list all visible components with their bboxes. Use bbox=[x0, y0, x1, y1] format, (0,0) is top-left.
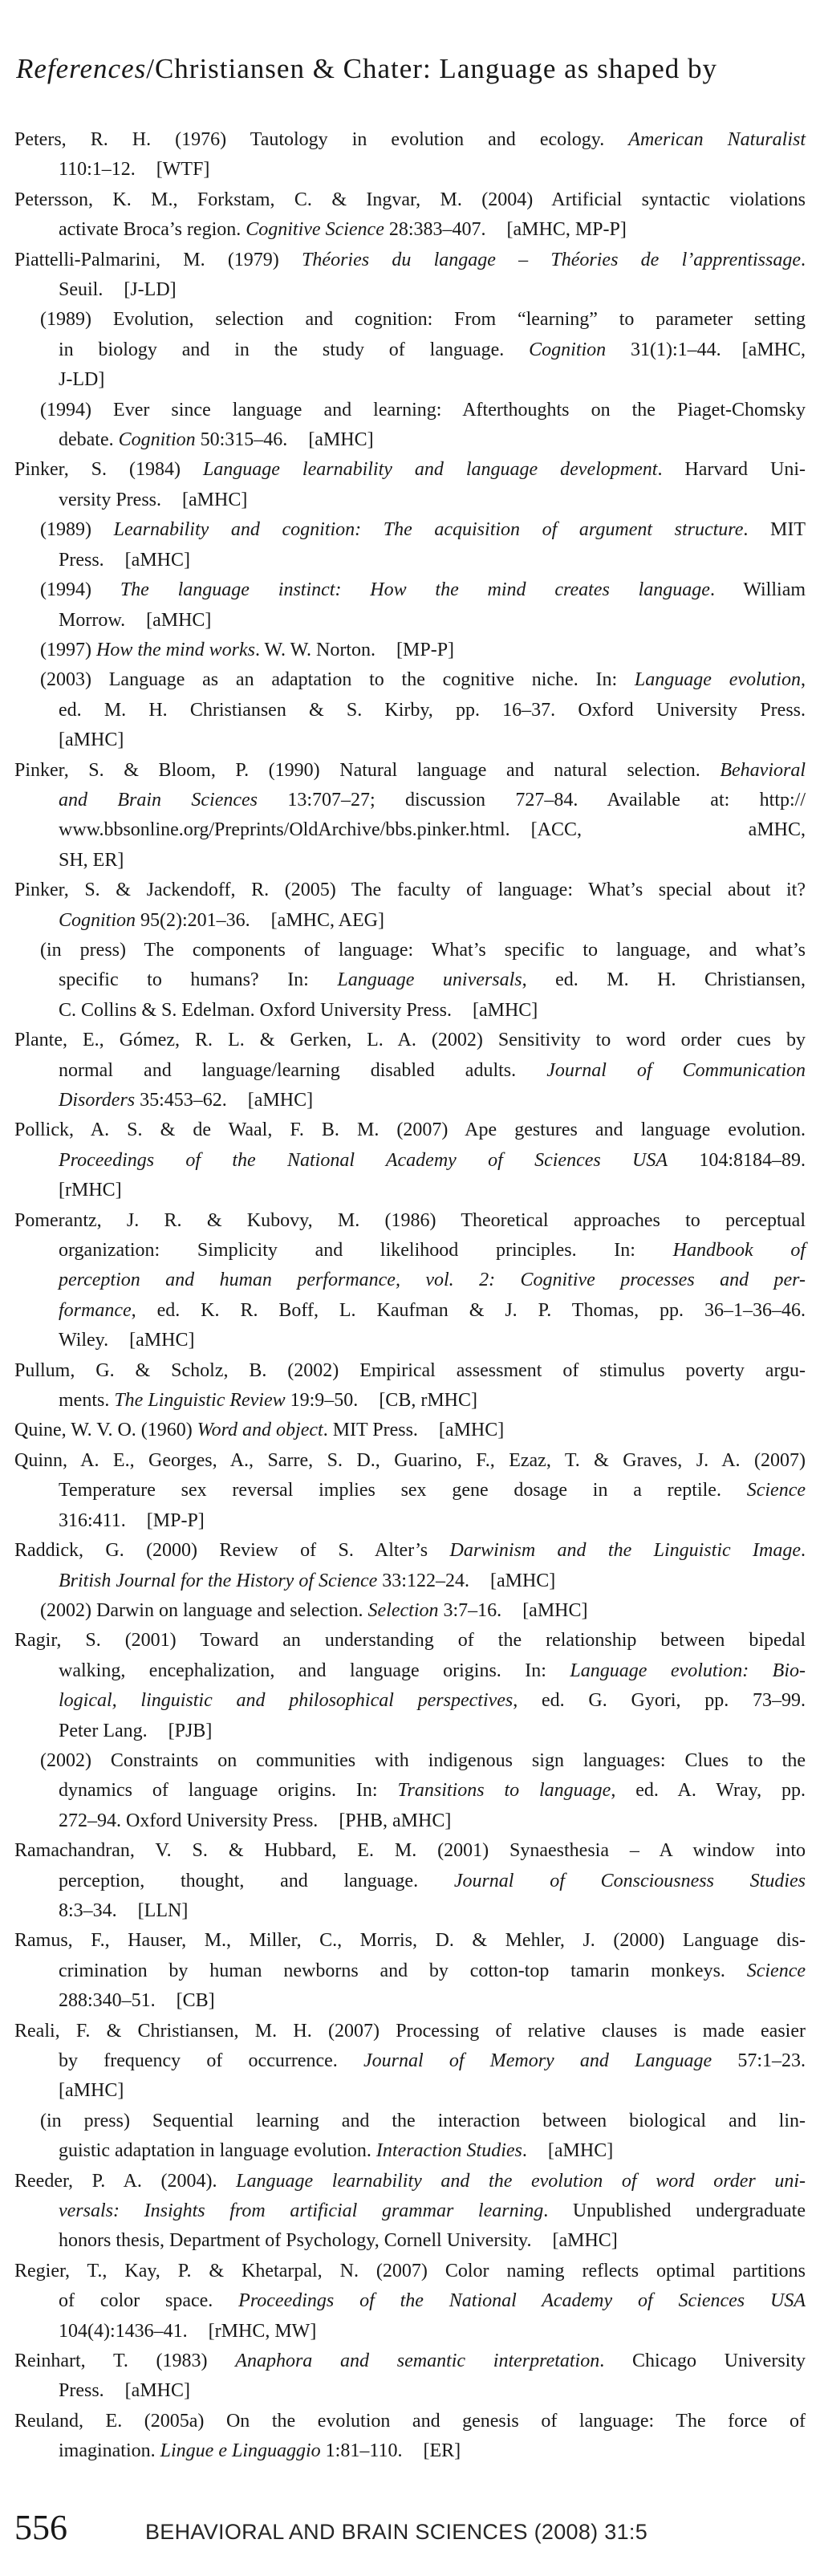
reference-first-line bbox=[40, 2107, 806, 2136]
commentator-tag: [CB, rMHC] bbox=[379, 1390, 477, 1412]
reference-line bbox=[59, 1326, 806, 1355]
commentator-tag: [aMHC] bbox=[472, 999, 538, 1021]
italic-segment: The language instinct: How the mind creates language bbox=[120, 579, 710, 601]
text-segment: Morrow. bbox=[59, 609, 126, 631]
reference-first-line bbox=[40, 1746, 806, 1776]
text-segment: Wiley. bbox=[59, 1330, 109, 1351]
text-segment: 95(2):201–36. bbox=[136, 909, 250, 931]
text-segment: 28:383–407. bbox=[384, 219, 486, 241]
reference-line bbox=[59, 1566, 806, 1596]
reference-first-line bbox=[14, 2257, 806, 2286]
text-segment: crimination by human newborns and by cotton-top tamarin monkeys. bbox=[59, 1960, 747, 1981]
reference-first-line bbox=[14, 2346, 806, 2376]
italic-segment: Journal of Communication bbox=[546, 1059, 806, 1081]
text-segment: Raddick, G. (2000) Review of S. Alter’s bbox=[14, 1540, 450, 1562]
text-segment: specific to humans? In: bbox=[59, 969, 338, 991]
reference-entry bbox=[14, 1626, 806, 1746]
italic-segment: Disorders bbox=[59, 1090, 136, 1111]
text-segment: Seuil. bbox=[59, 279, 104, 301]
text-segment: (1994) Ever since language and learning: Afterthoughts on the Piaget-Chomsky bbox=[40, 399, 806, 421]
commentator-tag: [aMHC] bbox=[552, 2230, 618, 2252]
reference-entry bbox=[40, 2107, 806, 2167]
italic-segment: Cognition bbox=[529, 339, 607, 360]
commentator-tag: [LLN] bbox=[137, 1899, 189, 1921]
text-segment: imagination. bbox=[59, 2440, 160, 2462]
text-segment: Pollick, A. S. & de Waal, F. B. M. (2007) Ape gestures and language evolution. bbox=[14, 1119, 806, 1141]
italic-segment: Selection bbox=[367, 1599, 439, 1621]
text-segment: , ed. G. Gyori, pp. 73–99. bbox=[513, 1690, 806, 1712]
reference-line bbox=[59, 606, 806, 636]
italic-segment: Science bbox=[746, 1960, 806, 1981]
reference-line bbox=[59, 1896, 806, 1926]
reference-line bbox=[59, 2436, 806, 2466]
text-segment: . Chicago University bbox=[599, 2350, 806, 2372]
reference-line bbox=[59, 155, 806, 185]
text-segment: Piattelli-Palmarini, M. (1979) bbox=[14, 249, 302, 270]
reference-line bbox=[59, 1236, 806, 1266]
commentator-tag: [aMHC] bbox=[59, 729, 124, 751]
reference-first-line bbox=[14, 1206, 806, 1236]
reference-line bbox=[59, 1146, 806, 1176]
text-segment: Petersson, K. M., Forkstam, C. & Ingvar, M. (2004) Artificial syntactic violations bbox=[14, 189, 806, 210]
italic-segment: Darwinism and the Linguistic Image bbox=[449, 1540, 801, 1562]
reference-entry bbox=[14, 1446, 806, 1536]
text-segment: Ramus, F., Hauser, M., Miller, C., Morris, D. & Mehler, J. (2000) Language dis- bbox=[14, 1930, 806, 1952]
italic-segment: Science bbox=[746, 1480, 806, 1501]
reference-line bbox=[59, 2317, 806, 2346]
text-segment: 33:122–24. bbox=[377, 1570, 469, 1591]
text-segment: . bbox=[801, 1540, 806, 1562]
text-segment: , ed. A. Wray, pp. bbox=[611, 1780, 806, 1802]
italic-segment: Cognitive Science bbox=[246, 219, 384, 241]
text-segment: 104(4):1436–41. bbox=[59, 2320, 188, 2342]
italic-segment: versals: Insights from artificial grammar learning bbox=[59, 2200, 544, 2222]
text-segment: 19:9–50. bbox=[285, 1390, 359, 1412]
commentator-tag: [aMHC] bbox=[522, 1599, 588, 1621]
reference-first-line bbox=[14, 756, 806, 786]
reference-first-line bbox=[14, 125, 806, 155]
text-segment: Press. bbox=[59, 549, 104, 571]
reference-line bbox=[59, 425, 806, 455]
reference-line bbox=[59, 1266, 806, 1295]
text-segment: (1997) bbox=[40, 639, 96, 660]
text-segment: Pomerantz, J. R. & Kubovy, M. (1986) Theoretical approaches to perceptual bbox=[14, 1209, 806, 1231]
commentator-tag: [aMHC] bbox=[247, 1090, 314, 1111]
text-segment: organization: Simplicity and likelihood principles. In: bbox=[59, 1240, 673, 1262]
text-segment: C. Collins & S. Edelman. Oxford University Press. bbox=[59, 999, 452, 1021]
italic-segment: Proceedings of the National Academy of Sciences USA bbox=[59, 1149, 668, 1171]
text-segment: Pullum, G. & Scholz, B. (2002) Empirical assessment of stimulus poverty argu- bbox=[14, 1359, 806, 1381]
commentator-tag: [J-LD] bbox=[124, 279, 177, 301]
reference-first-line bbox=[14, 1626, 806, 1656]
reference-first-line bbox=[14, 246, 806, 275]
text-segment: dynamics of language origins. In: bbox=[59, 1780, 398, 1802]
text-segment: . Harvard Uni- bbox=[657, 459, 806, 481]
reference-line bbox=[59, 215, 806, 245]
reference-entry bbox=[40, 1746, 806, 1836]
text-segment: (2002) Constraints on communities with indigenous sign languages: Clues to the bbox=[40, 1749, 806, 1771]
running-head-section: References bbox=[16, 53, 147, 84]
text-segment: of color space. bbox=[59, 2290, 239, 2312]
text-segment: . bbox=[801, 249, 806, 270]
commentator-tag: [aMHC] bbox=[547, 2140, 614, 2162]
italic-segment: Language universals bbox=[337, 969, 522, 991]
text-segment: (in press) The components of language: What’s specific to language, and what’s bbox=[40, 939, 806, 961]
reference-line bbox=[59, 1056, 806, 1086]
reference-line bbox=[59, 906, 806, 936]
italic-segment: and Brain Sciences bbox=[59, 789, 258, 811]
text-segment: , ed. K. R. Boff, L. Kaufman & J. P. Thomas, pp. 36–1–36–46. bbox=[131, 1299, 806, 1321]
reference-line bbox=[59, 2196, 806, 2226]
commentator-tag: [ACC, aMHC, bbox=[530, 819, 806, 841]
italic-segment: Cognition bbox=[118, 429, 196, 451]
italic-segment: Word and object bbox=[197, 1420, 323, 1441]
running-head-title: /Christiansen & Chater: Language as shaped by bbox=[146, 53, 718, 84]
reference-first-line bbox=[40, 665, 806, 695]
commentator-tag: [aMHC, AEG] bbox=[270, 909, 384, 931]
reference-entry bbox=[40, 575, 806, 636]
reference-line bbox=[59, 1986, 806, 2016]
commentator-tag: [aMHC] bbox=[182, 489, 248, 510]
reference-line bbox=[59, 546, 806, 575]
text-segment: . bbox=[522, 2140, 527, 2162]
text-segment: . MIT Press. bbox=[323, 1420, 418, 1441]
reference-line bbox=[59, 1656, 806, 1686]
text-segment: (1989) bbox=[40, 519, 114, 541]
reference-first-line bbox=[14, 1356, 806, 1386]
text-segment: . Unpublished undergraduate bbox=[543, 2200, 806, 2222]
italic-segment: Anaphora and semantic interpretation bbox=[235, 2350, 600, 2372]
reference-line bbox=[59, 1717, 806, 1746]
italic-segment: Proceedings of the National Academy of Sciences USA bbox=[238, 2290, 806, 2312]
text-segment: , bbox=[801, 669, 806, 691]
reference-entry bbox=[14, 876, 806, 936]
reference-line bbox=[59, 2076, 806, 2106]
text-segment: www.bbsonline.org/Preprints/OldArchive/bbs.pinker.html. bbox=[59, 819, 510, 841]
reference-line bbox=[59, 1386, 806, 1416]
reference-line bbox=[59, 2286, 806, 2316]
text-segment: Pinker, S. & Bloom, P. (1990) Natural language and natural selection. bbox=[14, 759, 721, 781]
commentator-tag: [aMHC] bbox=[489, 1570, 556, 1591]
reference-first-line bbox=[14, 1446, 806, 1476]
reference-first-line bbox=[14, 1026, 806, 1055]
text-segment: by frequency of occurrence. bbox=[59, 2050, 363, 2071]
reference-line bbox=[59, 486, 806, 515]
reference-line bbox=[59, 2226, 806, 2256]
text-segment: honors thesis, Department of Psychology, Cornell University. bbox=[59, 2230, 532, 2252]
reference-line bbox=[59, 1176, 806, 1205]
commentator-tag: [aMHC, bbox=[741, 339, 806, 360]
reference-entry bbox=[40, 936, 806, 1026]
italic-segment: Cognition bbox=[59, 909, 136, 931]
journal-line: BEHAVIORAL AND BRAIN SCIENCES (2008) 31:5 bbox=[145, 2520, 648, 2544]
reference-first-line bbox=[40, 396, 806, 425]
reference-line bbox=[59, 846, 806, 876]
reference-entry bbox=[40, 665, 806, 755]
reference-first-line bbox=[14, 455, 806, 485]
reference-line bbox=[59, 1867, 806, 1896]
reference-line bbox=[59, 725, 806, 755]
italic-segment: Behavioral bbox=[720, 759, 806, 781]
text-segment: , ed. M. H. Christiansen, bbox=[522, 969, 806, 991]
italic-segment: How the mind works bbox=[95, 639, 255, 660]
reference-line bbox=[59, 1296, 806, 1326]
text-segment: 1:81–110. bbox=[320, 2440, 403, 2462]
italic-segment: Journal of Consciousness Studies bbox=[453, 1870, 806, 1891]
text-segment: perception, thought, and language. bbox=[59, 1870, 454, 1891]
reference-entry bbox=[40, 1596, 806, 1626]
text-segment: activate Broca’s region. bbox=[59, 219, 246, 241]
reference-line bbox=[59, 2376, 806, 2406]
text-segment: Regier, T., Kay, P. & Khetarpal, N. (2007) Color naming reflects optimal partitions bbox=[14, 2260, 806, 2281]
italic-segment: Interaction Studies bbox=[375, 2140, 522, 2162]
text-segment: 316:411. bbox=[59, 1509, 126, 1531]
italic-segment: Théories du langage – Théories de l’apprentissage bbox=[302, 249, 801, 270]
reference-entry bbox=[14, 2346, 806, 2407]
reference-entry bbox=[40, 515, 806, 575]
reference-first-line bbox=[14, 2407, 806, 2436]
commentator-tag: [aMHC] bbox=[124, 2380, 190, 2402]
reference-first-line bbox=[14, 1926, 806, 1956]
reference-line bbox=[59, 786, 806, 815]
text-segment: Plante, E., Gómez, R. L. & Gerken, L. A. (2002) Sensitivity to word order cues by bbox=[14, 1030, 806, 1051]
reference-entry bbox=[14, 2017, 806, 2107]
reference-first-line bbox=[40, 936, 806, 965]
text-segment: Press. bbox=[59, 2380, 104, 2402]
text-segment: (2002) Darwin on language and selection. bbox=[40, 1599, 368, 1621]
text-segment: 57:1–23. bbox=[712, 2050, 806, 2071]
reference-first-line bbox=[40, 1596, 806, 1626]
reference-line bbox=[59, 1476, 806, 1505]
text-segment: Temperature sex reversal implies sex gene dosage in a reptile. bbox=[59, 1480, 747, 1501]
reference-first-line bbox=[14, 185, 806, 215]
text-segment: ments. bbox=[59, 1390, 115, 1412]
text-segment: 288:340–51. bbox=[59, 1990, 156, 2012]
commentator-tag: [aMHC] bbox=[124, 549, 190, 571]
italic-segment: British Journal for the History of Science bbox=[59, 1570, 378, 1591]
italic-segment: American Naturalist bbox=[628, 129, 806, 150]
reference-first-line bbox=[14, 1416, 806, 1445]
reference-entry bbox=[40, 636, 806, 665]
italic-segment: formance bbox=[59, 1299, 132, 1321]
reference-entry bbox=[14, 1836, 806, 1926]
reference-first-line bbox=[40, 636, 806, 665]
text-segment: J-LD] bbox=[59, 369, 105, 391]
reference-entry bbox=[14, 2167, 806, 2257]
reference-entry bbox=[14, 1026, 806, 1115]
reference-entry bbox=[14, 1536, 806, 1596]
reference-line bbox=[59, 1506, 806, 1536]
reference-line bbox=[59, 275, 806, 305]
reference-entry bbox=[14, 2257, 806, 2346]
reference-first-line bbox=[14, 2167, 806, 2196]
reference-entry bbox=[14, 756, 806, 876]
reference-line bbox=[59, 965, 806, 995]
italic-segment: logical, linguistic and philosophical perspectives bbox=[59, 1690, 514, 1712]
commentator-tag: [aMHC] bbox=[308, 429, 374, 451]
text-segment: Peter Lang. bbox=[59, 1720, 148, 1741]
reference-line bbox=[59, 1086, 806, 1115]
reference-line bbox=[59, 696, 806, 725]
commentator-tag: [PHB, aMHC] bbox=[339, 1810, 452, 1831]
reference-entry bbox=[14, 1356, 806, 1416]
text-segment: . William bbox=[709, 579, 806, 601]
reference-entry bbox=[14, 455, 806, 515]
text-segment: Ramachandran, V. S. & Hubbard, E. M. (2001) Synaesthesia – A window into bbox=[14, 1840, 806, 1862]
italic-segment: Language evolution: Bio- bbox=[570, 1660, 806, 1681]
reference-first-line bbox=[40, 305, 806, 335]
text-segment: Reali, F. & Christiansen, M. H. (2007) Processing of relative clauses is made easier bbox=[14, 2020, 806, 2042]
text-segment: Quinn, A. E., Georges, A., Sarre, S. D., Guarino, F., Ezaz, T. & Graves, J. A. (2007) bbox=[14, 1449, 806, 1471]
commentator-tag: [CB] bbox=[176, 1990, 215, 2012]
commentator-tag: [aMHC] bbox=[59, 2080, 124, 2102]
text-segment: Pinker, S. & Jackendoff, R. (2005) The faculty of language: What’s special about it? bbox=[14, 880, 806, 901]
text-segment: Reeder, P. A. (2004). bbox=[14, 2170, 237, 2192]
text-segment: normal and language/learning disabled adults. bbox=[59, 1059, 547, 1081]
text-segment: (in press) Sequential learning and the interaction between biological and lin- bbox=[40, 2110, 806, 2131]
commentator-tag: [PJB] bbox=[168, 1720, 213, 1741]
reference-line bbox=[59, 335, 806, 365]
commentator-tag: [WTF] bbox=[156, 159, 210, 181]
reference-entry bbox=[14, 1115, 806, 1205]
commentator-tag: [rMHC, MW] bbox=[208, 2320, 317, 2342]
text-segment: walking, encephalization, and language origins. In: bbox=[59, 1660, 570, 1681]
text-segment: SH, ER] bbox=[59, 849, 124, 871]
reference-line bbox=[59, 2136, 806, 2166]
commentator-tag: [rMHC] bbox=[59, 1180, 122, 1201]
commentator-tag: [MP-P] bbox=[146, 1509, 205, 1531]
italic-segment: Language evolution bbox=[634, 669, 802, 691]
text-segment: 272–94. Oxford University Press. bbox=[59, 1810, 319, 1831]
text-segment: Pinker, S. (1984) bbox=[14, 459, 203, 481]
reference-line bbox=[59, 2046, 806, 2076]
reference-entry bbox=[14, 125, 806, 185]
reference-entry bbox=[14, 2407, 806, 2467]
italic-segment: Transitions to language bbox=[397, 1780, 611, 1802]
reference-line bbox=[59, 815, 806, 845]
reference-first-line bbox=[40, 515, 806, 545]
commentator-tag: [aMHC, MP-P] bbox=[506, 219, 627, 241]
reference-line bbox=[59, 1956, 806, 1986]
italic-segment: The Linguistic Review bbox=[114, 1390, 286, 1412]
text-segment: in biology and in the study of language. bbox=[59, 339, 530, 360]
text-segment: 50:315–46. bbox=[195, 429, 288, 451]
text-segment: Reinhart, T. (1983) bbox=[14, 2350, 236, 2372]
running-head bbox=[16, 53, 820, 85]
reference-list bbox=[0, 125, 820, 2467]
commentator-tag: [MP-P] bbox=[396, 639, 455, 660]
text-segment: (1989) Evolution, selection and cognition: From “learning” to parameter setting bbox=[40, 309, 806, 331]
italic-segment: Language learnability and language development bbox=[202, 459, 658, 481]
reference-line bbox=[59, 996, 806, 1026]
text-segment: 35:453–62. bbox=[135, 1090, 227, 1111]
reference-entry bbox=[40, 305, 806, 395]
text-segment: 13:707–27; discussion 727–84. Available at: http:// bbox=[258, 789, 806, 811]
text-segment: . MIT bbox=[743, 519, 806, 541]
reference-first-line bbox=[14, 2017, 806, 2046]
text-segment: Peters, R. H. (1976) Tautology in evolution and ecology. bbox=[14, 129, 629, 150]
reference-entry bbox=[14, 1926, 806, 2016]
text-segment: Quine, W. V. O. (1960) bbox=[14, 1420, 197, 1441]
page-number: 556 bbox=[14, 2508, 67, 2547]
commentator-tag: [aMHC] bbox=[129, 1330, 195, 1351]
text-segment: (2003) Language as an adaptation to the cognitive niche. In: bbox=[40, 669, 635, 691]
text-segment: (1994) bbox=[40, 579, 120, 601]
italic-segment: perception and human performance, vol. 2: Cognitive processes and per- bbox=[59, 1270, 806, 1291]
text-segment: Ragir, S. (2001) Toward an understanding of the relationship between bipedal bbox=[14, 1630, 806, 1652]
text-segment: 8:3–34. bbox=[59, 1899, 117, 1921]
commentator-tag: [ER] bbox=[423, 2440, 461, 2462]
reference-first-line bbox=[14, 1836, 806, 1866]
text-segment: 3:7–16. bbox=[438, 1599, 502, 1621]
reference-entry bbox=[14, 1416, 806, 1445]
text-segment: 110:1–12. bbox=[59, 159, 136, 181]
reference-first-line bbox=[14, 876, 806, 905]
reference-line bbox=[59, 1806, 806, 1836]
text-segment: ed. M. H. Christiansen & S. Kirby, pp. 16–37. Oxford University Press. bbox=[59, 699, 806, 721]
commentator-tag: [aMHC] bbox=[146, 609, 212, 631]
text-segment: guistic adaptation in language evolution. bbox=[59, 2140, 376, 2162]
reference-entry bbox=[14, 185, 806, 246]
reference-line bbox=[59, 365, 806, 395]
italic-segment: Learnability and cognition: The acquisition of argument structure bbox=[113, 519, 744, 541]
reference-entry bbox=[14, 246, 806, 306]
text-segment: Reuland, E. (2005a) On the evolution and genesis of language: The force of bbox=[14, 2410, 806, 2432]
text-segment: debate. bbox=[59, 429, 119, 451]
text-segment: . W. W. Norton. bbox=[254, 639, 376, 660]
text-segment: 104:8184–89. bbox=[668, 1149, 806, 1171]
reference-first-line bbox=[14, 1536, 806, 1566]
reference-entry bbox=[40, 396, 806, 456]
reference-line bbox=[59, 1686, 806, 1716]
italic-segment: Journal of Memory and Language bbox=[363, 2050, 712, 2071]
italic-segment: Lingue e Linguaggio bbox=[160, 2440, 321, 2462]
reference-entry bbox=[14, 1206, 806, 1356]
reference-line bbox=[59, 1776, 806, 1806]
reference-first-line bbox=[14, 1115, 806, 1145]
italic-segment: Handbook of bbox=[672, 1240, 806, 1262]
italic-segment: Language learnability and the evolution of word order uni- bbox=[236, 2170, 806, 2192]
page-footer bbox=[14, 2510, 647, 2546]
text-segment: versity Press. bbox=[59, 489, 161, 510]
commentator-tag: [aMHC] bbox=[438, 1420, 505, 1441]
reference-first-line bbox=[40, 575, 806, 605]
text-segment: 31(1):1–44. bbox=[606, 339, 721, 360]
